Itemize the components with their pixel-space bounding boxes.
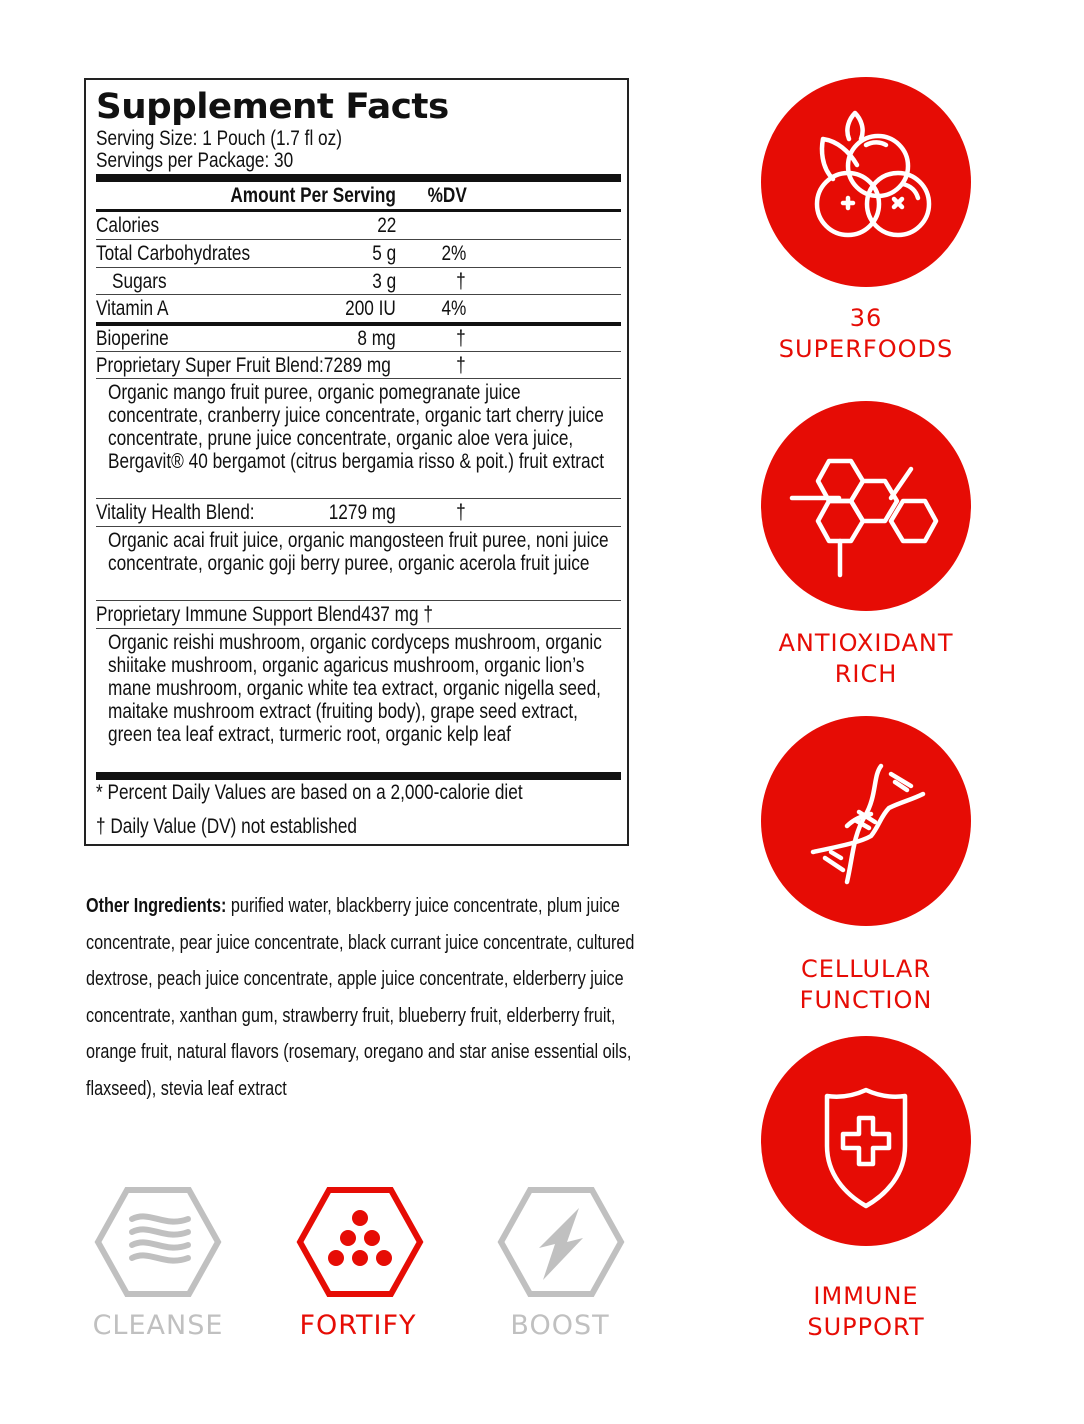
superfoods-circle: [761, 77, 971, 287]
footnote-dv-not-established: † Daily Value (DV) not established: [96, 815, 357, 838]
waves-icon: [94, 1186, 222, 1298]
other-ingredients-text: purified water, blackberry juice concentrate, plum juice concentrate, pear juice concentrate, black currant juice concentrate, cultured dextrose, peach juice concentrate, apple juice concentrate, elderberry juice concentrate, xanthan gum, strawberry fruit, blueberry fruit, elderberry fruit, orange fruit, natural flavors (rosemary, oregano and star anise essential oils, flaxseed), stevia leaf extract: [86, 895, 635, 1100]
divider-thin: [96, 526, 621, 527]
blend-ingredients-vitality: Organic acai fruit juice, organic mangosteen fruit puree, noni juice concentrate, organic goji berry puree, organic acerola fruit juice: [108, 529, 609, 575]
dv-header: %DV: [427, 184, 467, 207]
cellular-label: CELLULAR FUNCTION: [799, 955, 933, 1014]
supplement-facts-panel: [84, 78, 629, 846]
serving-size: Serving Size: 1 Pouch (1.7 fl oz): [96, 127, 342, 150]
panel-title: Supplement Facts: [96, 87, 449, 127]
boost-label: BOOST: [510, 1310, 610, 1341]
dots-triangle-icon: [296, 1186, 424, 1298]
blend-ingredients-immune: Organic reishi mushroom, organic cordyceps mushroom, organic shiitake mushroom, organic agaricus mushroom, organic lion’s mane mushroom, organic white tea extract, organic nigella seed, maitake mushroom extract (fruiting body), grape seed extract, green tea leaf extract, turmeric root, organic kelp leaf: [108, 631, 602, 746]
antioxidant-circle: [761, 401, 971, 611]
antioxidant-label: ANTIOXIDANT RICH: [778, 629, 954, 688]
blend-ingredients-super-fruit: Organic mango fruit puree, organic pomegranate juice concentrate, cranberry juice concentrate, organic tart cherry juice concentrate, prune juice concentrate, organic aloe vera juice, Bergavit® 40 bergamot (citrus bergamia risso & poit.) fruit extract: [108, 381, 604, 473]
boost-badge: [497, 1186, 625, 1298]
cleanse-badge: [94, 1186, 222, 1298]
servings-per-package: Servings per Package: 30: [96, 149, 294, 172]
footnote-daily-values: * Percent Daily Values are based on a 2,000-calorie diet: [96, 781, 523, 804]
molecule-icon: [761, 401, 971, 611]
other-ingredients-label: Other Ingredients:: [86, 895, 227, 917]
blend-row-immune: Proprietary Immune Support Blend437 mg †: [96, 603, 433, 626]
blend-row-vitality: Vitality Health Blend: 1279 mg †: [96, 501, 466, 524]
nutrient-row: Sugars 3 g †: [112, 270, 466, 293]
divider-thick: [96, 772, 621, 780]
fortify-label: FORTIFY: [299, 1310, 417, 1341]
superfoods-label: 36 SUPERFOODS: [778, 304, 954, 363]
divider-thick: [96, 174, 621, 182]
other-ingredients: [86, 888, 646, 1107]
fortify-badge: [296, 1186, 424, 1298]
cellular-circle: [761, 716, 971, 926]
immune-circle: [761, 1036, 971, 1246]
amount-header: Amount Per Serving: [230, 184, 396, 207]
nutrient-row: Total Carbohydrates 5 g 2%: [96, 242, 466, 265]
column-header: [96, 182, 621, 209]
nutrient-row: Calories 22: [96, 214, 396, 237]
nutrient-row: Vitamin A 200 IU 4%: [96, 297, 466, 320]
divider-thin: [96, 378, 621, 379]
divider-thin: [96, 628, 621, 629]
cleanse-label: CLEANSE: [92, 1310, 224, 1341]
nutrient-row: Bioperine 8 mg †: [96, 327, 466, 350]
immune-label: IMMUNE SUPPORT: [807, 1282, 925, 1341]
shield-cross-icon: [761, 1036, 971, 1246]
lightning-icon: [497, 1186, 625, 1298]
berries-icon: [761, 77, 971, 287]
blend-row-super-fruit: Proprietary Super Fruit Blend:7289 mg †: [96, 354, 466, 377]
dna-icon: [761, 716, 971, 926]
